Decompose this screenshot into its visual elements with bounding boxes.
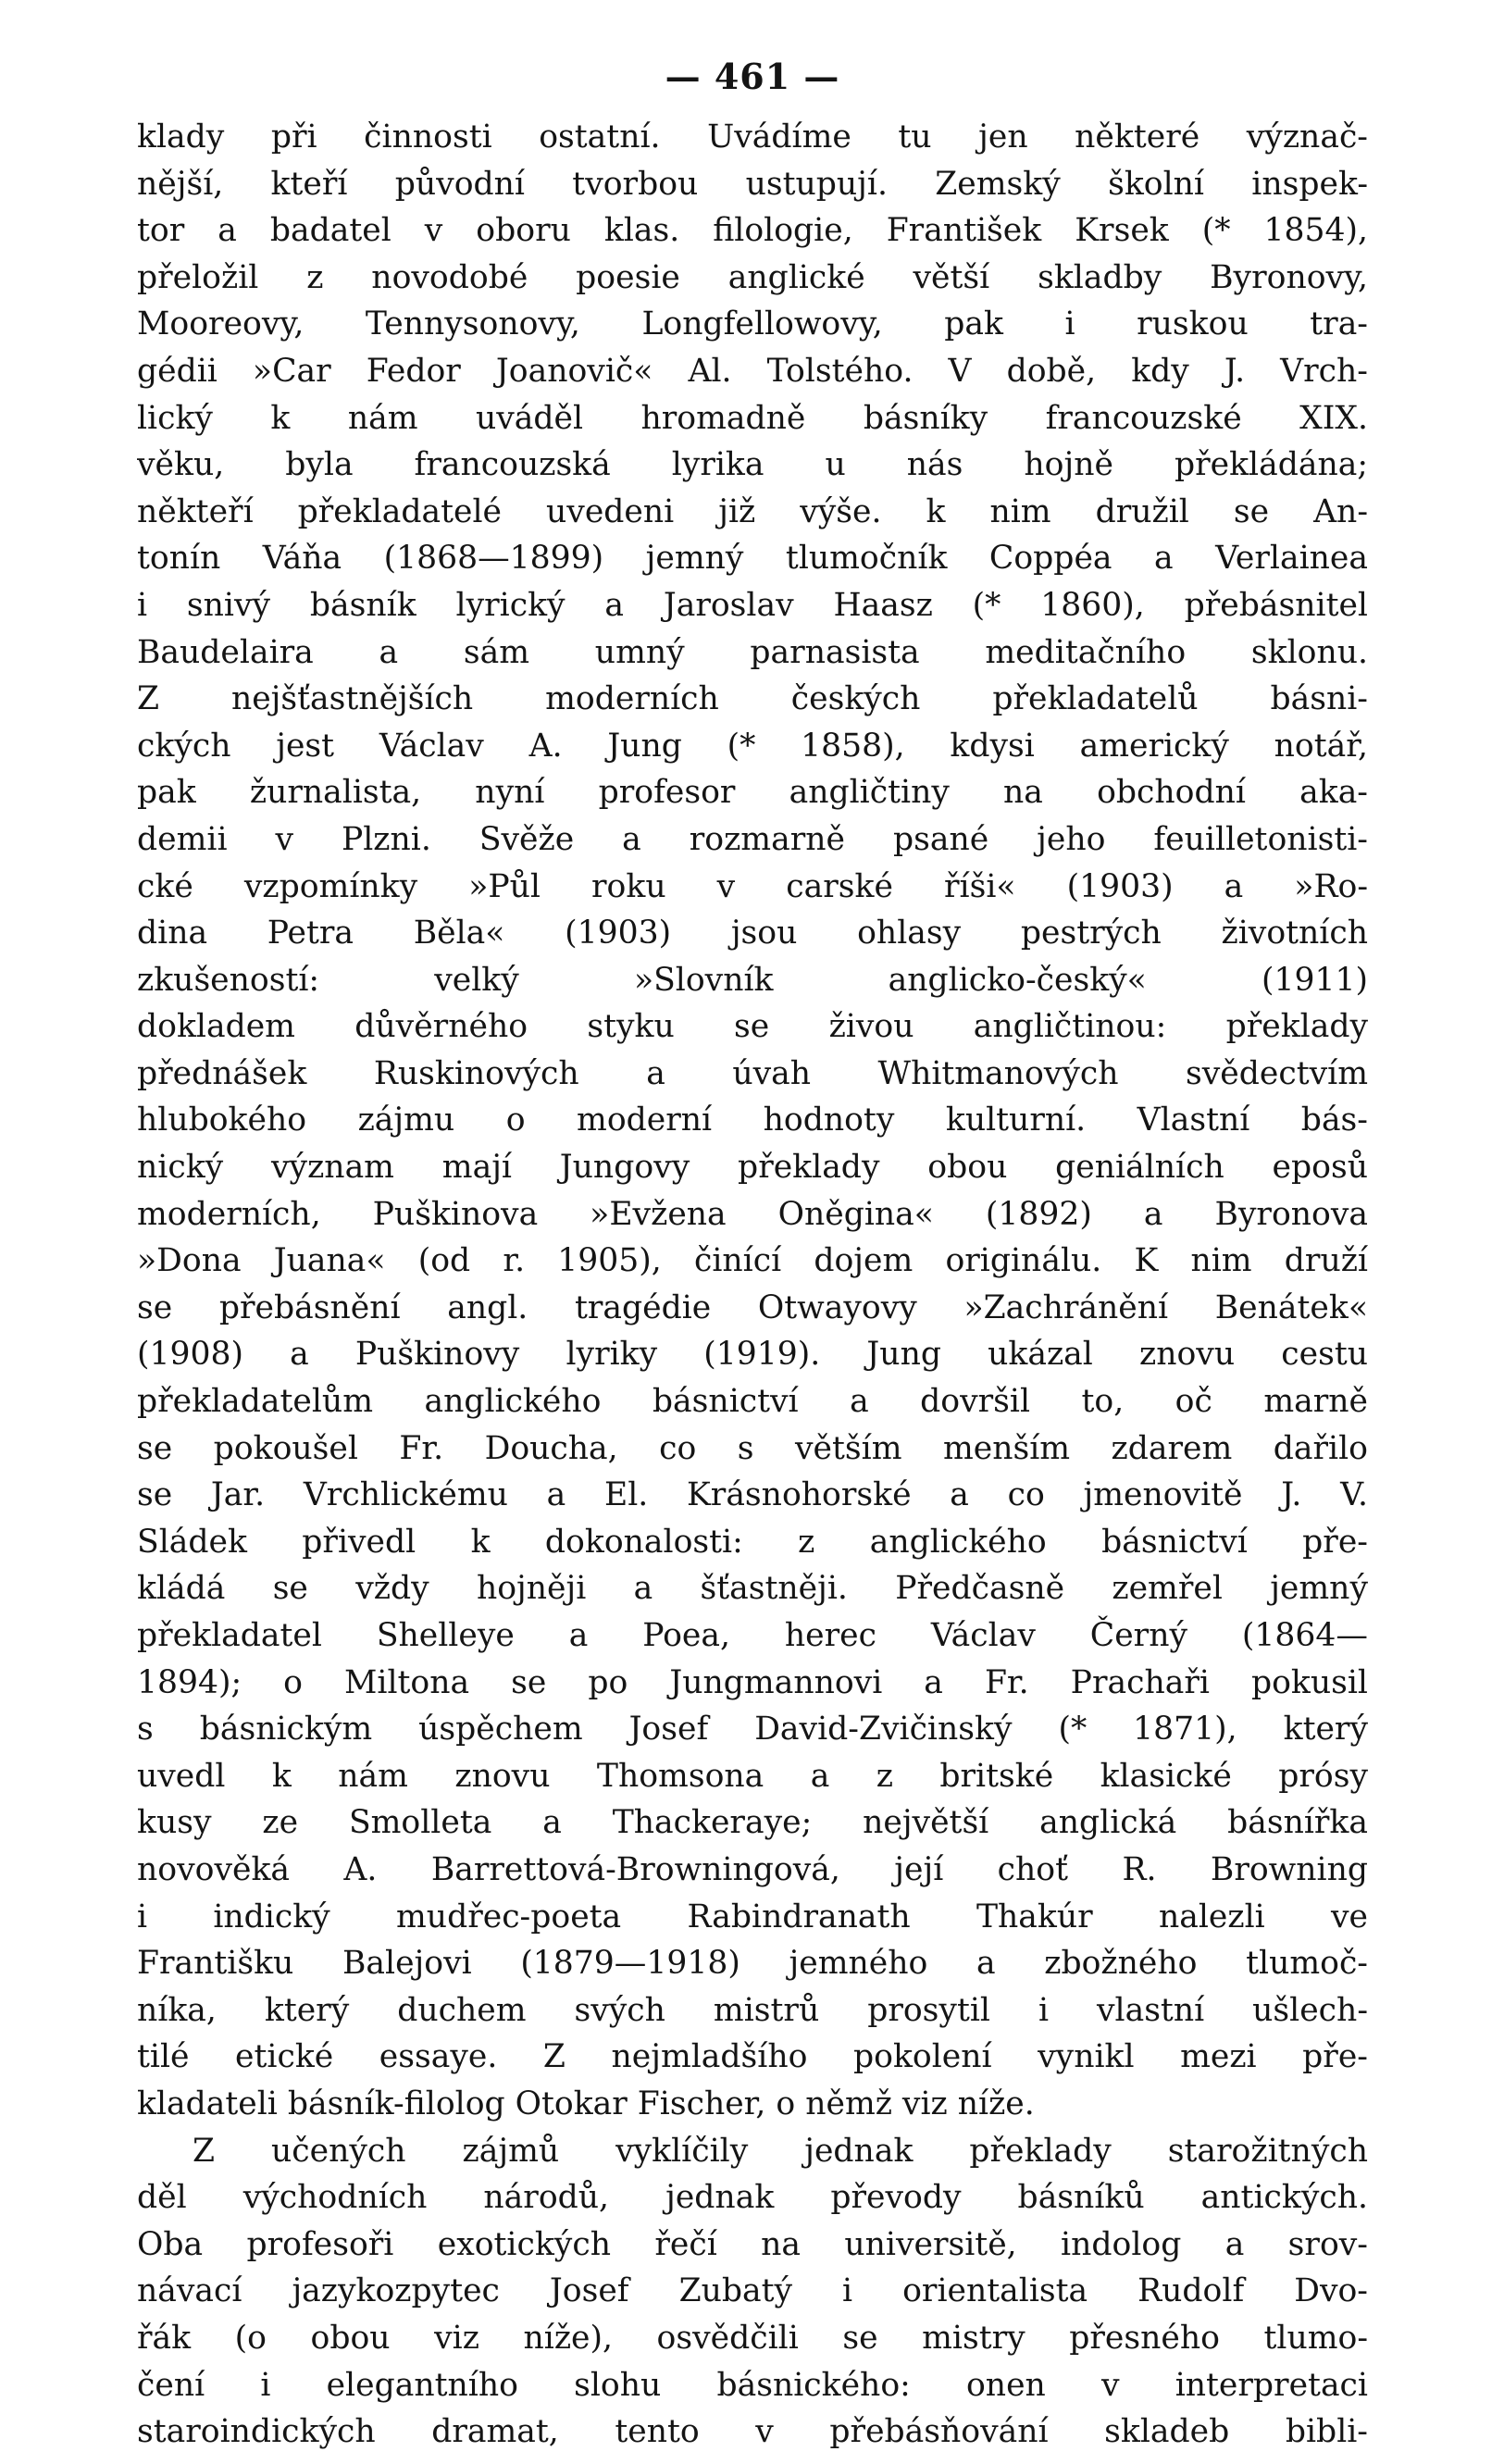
- text-line: Z nejšťastnějších moderních českých překladatelů básni-: [137, 680, 1368, 718]
- text-line: i snivý básník lyrický a Jaroslav Haasz (* 1860), přebásnitel: [137, 586, 1368, 624]
- text-line: Z učených zájmů vyklíčily jednak překlady starožitných: [193, 2132, 1368, 2170]
- text-line: demii v Plzni. Svěže a rozmarně psané jeho feuilletonisti-: [137, 820, 1368, 858]
- text-line: Mooreovy, Tennysonovy, Longfellowovy, pak i ruskou tra-: [137, 305, 1368, 343]
- text-line: hlubokého zájmu o moderní hodnoty kulturní. Vlastní bás-: [137, 1101, 1368, 1139]
- text-line: lický k nám uváděl hromadně básníky francouzské XIX.: [137, 399, 1368, 437]
- text-line: nější, kteří původní tvorbou ustupují. Zemský školní inspek-: [137, 165, 1368, 203]
- text-line: Františku Balejovi (1879—1918) jemného a zbožného tlumoč-: [137, 1945, 1368, 1983]
- text-line: »Dona Juana« (od r. 1905), činící dojem originálu. K nim druží: [137, 1242, 1368, 1280]
- text-line: novověká A. Barrettová-Browningová, její choť R. Browning: [137, 1850, 1368, 1888]
- text-line: věku, byla francouzská lyrika u nás hojně překládána;: [137, 446, 1368, 484]
- text-line: překladatel Shelleye a Poea, herec Václav Černý (1864—: [137, 1617, 1368, 1654]
- paragraph-1: [137, 114, 1368, 2128]
- text-line: gédii »Car Fedor Joanovič« Al. Tolstého. V době, kdy J. Vrch-: [137, 352, 1368, 390]
- text-line: kládá se vždy hojněji a šťastněji. Předčasně zemřel jemný: [137, 1570, 1368, 1608]
- book-page: [137, 56, 1368, 2456]
- text-line: nický význam mají Jungovy překlady obou geniálních eposů: [137, 1149, 1368, 1187]
- text-line: Sládek přivedl k dokonalosti: z anglického básnictví pře-: [137, 1523, 1368, 1561]
- text-line: se pokoušel Fr. Doucha, co s větším menším zdarem dařilo: [137, 1429, 1368, 1467]
- text-line: ckých jest Václav A. Jung (* 1858), kdysi americký notář,: [137, 727, 1368, 765]
- text-line: čení i elegantního slohu básnického: onen v interpretaci: [137, 2366, 1368, 2404]
- text-line: děl východních národů, jednak převody básníků antických.: [137, 2179, 1368, 2217]
- text-line: kladateli básník-filolog Otokar Fischer, o němž viz níže.: [137, 2084, 1035, 2122]
- text-line: Baudelaira a sám umný parnasista meditačního sklonu.: [137, 633, 1368, 671]
- text-line: kusy ze Smolleta a Thackeraye; největší anglická básnířka: [137, 1804, 1368, 1842]
- text-line: tonín Váňa (1868—1899) jemný tlumočník Coppéa a Verlainea: [137, 540, 1368, 578]
- text-line: se Jar. Vrchlickému a El. Krásnohorské a co jmenovitě J. V.: [137, 1476, 1368, 1514]
- text-line: dokladem důvěrného styku se živou angličtinou: překlady: [137, 1008, 1368, 1046]
- text-line: 1894); o Miltona se po Jungmannovi a Fr. Prachaři pokusil: [137, 1663, 1368, 1701]
- text-line: návací jazykozpytec Josef Zubatý i orientalista Rudolf Dvo-: [137, 2272, 1368, 2310]
- text-line: zkušeností: velký »Slovník anglicko-český« (1911): [137, 961, 1368, 999]
- text-line: tor a badatel v oboru klas. filologie, František Krsek (* 1854),: [137, 212, 1368, 250]
- text-line: moderních, Puškinova »Evžena Oněgina« (1892) a Byronova: [137, 1195, 1368, 1233]
- text-line: níka, který duchem svých mistrů prosytil i vlastní ušlech-: [137, 1991, 1368, 2029]
- text-line: s básnickým úspěchem Josef David-Zvičinský (* 1871), který: [137, 1711, 1368, 1748]
- text-line: tilé etické essaye. Z nejmladšího pokolení vynikl mezi pře-: [137, 2038, 1368, 2076]
- text-line: cké vzpomínky »Půl roku v carské říši« (1903) a »Ro-: [137, 867, 1368, 905]
- text-line: přednášek Ruskinových a úvah Whitmanových svědectvím: [137, 1054, 1368, 1092]
- text-line: uvedl k nám znovu Thomsona a z britské klasické prósy: [137, 1757, 1368, 1795]
- text-line: přeložil z novodobé poesie anglické větší skladby Byronovy,: [137, 258, 1368, 296]
- text-line: i indický mudřec-poeta Rabindranath Thakúr nalezli ve: [137, 1898, 1368, 1935]
- text-line: se přebásnění angl. tragédie Otwayovy »Zachránění Benátek«: [137, 1288, 1368, 1326]
- text-line: řák (o obou viz níže), osvědčili se mistry přesného tlumo-: [137, 2319, 1368, 2357]
- text-line: pak žurnalista, nyní profesor angličtiny na obchodní aka-: [137, 774, 1368, 812]
- text-line: klady při činnosti ostatní. Uvádíme tu jen některé význač-: [137, 118, 1368, 156]
- text-line: překladatelům anglického básnictví a dovršil to, oč marně: [137, 1383, 1368, 1421]
- paragraph-2: [137, 2128, 1368, 2456]
- page-number: — 461 —: [665, 56, 840, 97]
- text-line: Oba profesoři exotických řečí na universitě, indolog a srov-: [137, 2225, 1368, 2263]
- text-line: (1908) a Puškinovy lyriky (1919). Jung ukázal znovu cestu: [137, 1336, 1368, 1374]
- text-line: někteří překladatelé uvedeni již výše. k nim družil se An-: [137, 492, 1368, 530]
- text-line: dina Petra Běla« (1903) jsou ohlasy pestrých životních: [137, 915, 1368, 952]
- text-line: staroindických dramat, tento v přebásňování skladeb bibli-: [137, 2413, 1368, 2451]
